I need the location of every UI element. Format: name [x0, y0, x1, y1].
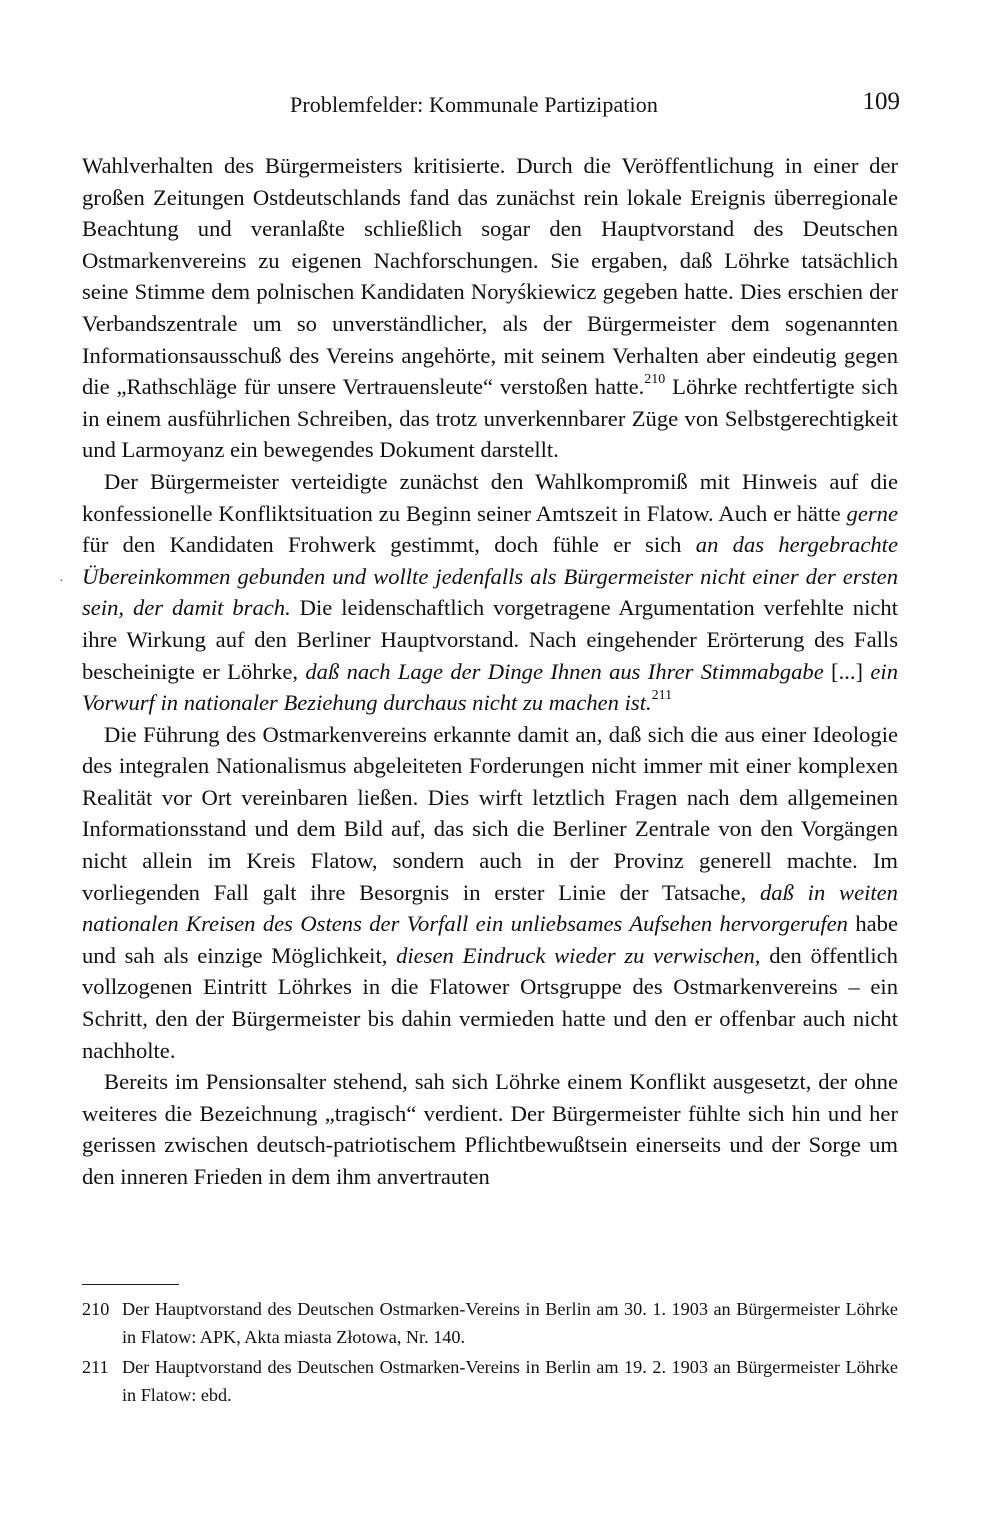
text-run: habe und sah als einzige Möglichkeit,: [82, 911, 898, 968]
paragraph: [82, 1066, 898, 1192]
text-run: den öffentlich vollzogenen Eintritt Löhrkes in die Flatower Ortsgruppe des Ostmarkenvereins – ein Schritt, den der Bürgermeister bis dahin vermieden hatte und den er offenbar auch nicht nachholte.: [82, 942, 898, 1063]
footnote-text: Der Hauptvorstand des Deutschen Ostmarken-Vereins in Berlin am 30. 1. 1903 an Bürgermeister Löhrke in Flatow: APK, Akta miasta Złotowa, Nr. 140.: [122, 1299, 898, 1347]
footnote-number: 210: [82, 1299, 110, 1319]
emphasis-text: diesen Eindruck wieder zu verwischen,: [396, 942, 761, 968]
footnote-text: Der Hauptvorstand des Deutschen Ostmarken-Vereins in Berlin am 19. 2. 1903 an Bürgermeister Löhrke in Flatow: ebd.: [122, 1357, 898, 1405]
running-head: Problemfelder: Kommunale Partizipation: [290, 92, 658, 117]
footnote-ref: 210: [644, 371, 666, 387]
text-run: Die Führung des Ostmarkenvereins erkannte damit an, daß sich die aus einer Ideologie des integralen Nationalismus abgeleiteten Forderungen nicht immer mit einer komplexen Realität vor Ort vereinbaren ließen. Dies wirft letztlich Fragen nach dem allgemeinen Informationsstand und dem Bild auf, das sich die Berliner Zentrale von den Vorgängen nicht allein im Kreis Flatow, sondern auch in der Provinz generell machte. Im vorliegenden Fall galt ihre Besorgnis in erster Linie der Tatsache,: [82, 721, 898, 905]
page-header: [290, 88, 900, 122]
footnote-ref: 211: [651, 687, 673, 703]
footnotes: [82, 1296, 898, 1412]
text-run: Der Bürgermeister verteidigte zunächst den Wahlkompromiß mit Hinweis auf die konfessionelle Konfliktsituation zu Beginn seiner Amtszeit in Flatow. Auch er hätte: [82, 468, 898, 526]
emphasis-text: daß in weiten nationalen Kreisen des Ostens der Vorfall ein unliebsames Aufsehen hervorgerufen: [82, 879, 898, 937]
emphasis-text: daß nach Lage der Dinge Ihnen aus Ihrer Stimmabgabe: [305, 658, 824, 684]
text-run: [...]: [823, 658, 871, 684]
text-run: Wahlverhalten des Bürgermeisters kritisierte. Durch die Veröffentlichung in einer der großen Zeitungen Ostdeutschlands fand das zunächst rein lokale Ereignis überregionale Beachtung und veranlaßte schließlich sogar den Hauptvorstand des Deutschen Ostmarkenvereins zu eigenen Nachforschungen. Sie ergaben, daß Löhrke tatsächlich seine Stimme dem polnischen Kandidaten Noryśkiewicz gegeben hatte. Dies erschien der Verbandszentrale um so unverständlicher, als der Bürgermeister dem sogenannten Informationsausschuß des Vereins angehörte, mit seinem Verhalten aber eindeutig gegen die „Rathschläge für unsere Vertrauensleute“ verstoßen hatte.: [82, 153, 898, 400]
footnote: [82, 1354, 898, 1409]
emphasis-text: ein Vorwurf in nationaler Beziehung durchaus nicht zu machen ist.: [82, 658, 898, 716]
text-run: Löhrke rechtfertigte sich in einem ausführlichen Schreiben, das trotz unverkennbarer Züge von Selbstgerechtigkeit und Larmoyanz ein bewegendes Dokument darstellt.: [82, 374, 898, 463]
body-text: [82, 150, 898, 1193]
paragraph: [82, 719, 898, 1067]
page-number: 109: [862, 88, 900, 115]
paragraph: [82, 466, 898, 719]
footnote-number: 211: [82, 1357, 109, 1377]
footnote: [82, 1296, 898, 1351]
emphasis-text: an das hergebrachte Übereinkommen gebunden und wollte jedenfalls als Bürgermeister nicht einer der ersten sein, der damit brach.: [82, 532, 898, 621]
text-run: Die leidenschaftlich vorgetragene Argumentation verfehlte nicht ihre Wirkung auf den Berliner Hauptvorstand. Nach eingehender Erörterung des Falls bescheinigte er Löhrke,: [82, 595, 898, 684]
text-run: Bereits im Pensionsalter stehend, sah sich Löhrke einem Konflikt ausgesetzt, der ohne weiteres die Bezeichnung „tragisch“ verdient. Der Bürgermeister fühlte sich hin und her gerissen zwischen deutsch-patriotischem Pflichtbewußtsein einerseits und der Sorge um den inneren Frieden in dem ihm anvertrauten: [82, 1069, 898, 1189]
emphasis-text: gerne: [846, 500, 898, 526]
paragraph: [82, 150, 898, 466]
footnote-separator: [82, 1284, 179, 1285]
margin-mark: ·: [59, 574, 64, 589]
text-run: für den Kandidaten Frohwerk gestimmt, doch fühle er sich: [82, 532, 696, 558]
